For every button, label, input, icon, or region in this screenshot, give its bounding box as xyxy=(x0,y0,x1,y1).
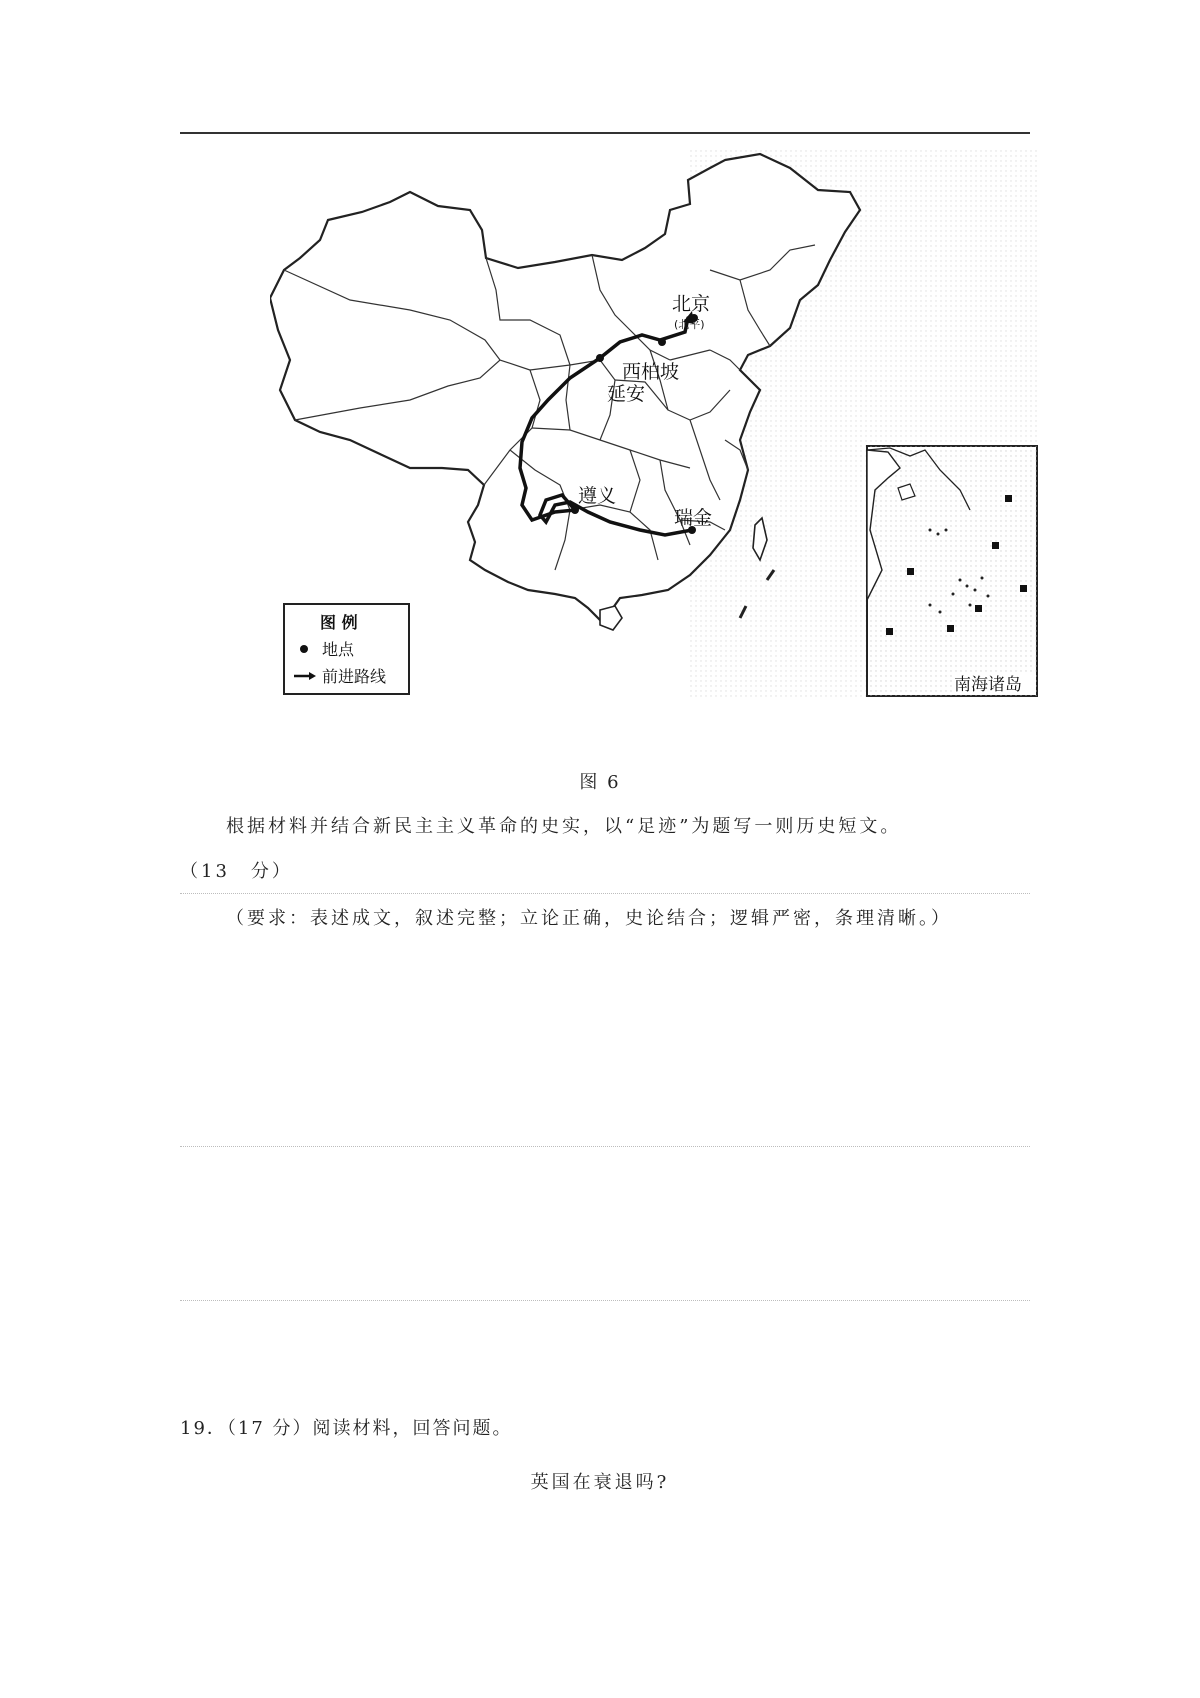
hainan-island xyxy=(600,606,622,630)
answer-line xyxy=(180,1300,1030,1301)
xibaipo-point xyxy=(658,338,666,346)
page-top-rule xyxy=(180,132,1030,134)
yanan-point xyxy=(596,354,604,362)
legend-point-label: 地点 xyxy=(322,640,355,659)
label-zunyi: 遵义 xyxy=(578,485,617,507)
label-nanhai: 南海诸岛 xyxy=(954,675,1022,695)
question18-requirement: （要求：表述成文，叙述完整；立论正确，史论结合；逻辑严密，条理清晰。） xyxy=(226,908,952,929)
answer-line xyxy=(180,893,1030,894)
question18-score: （13 分） xyxy=(180,861,293,882)
route-map xyxy=(270,150,1040,700)
label-yanan: 延安 xyxy=(607,383,646,405)
question19-subtitle: 英国在衰退吗? xyxy=(530,1472,670,1493)
label-ruijin: 瑞金 xyxy=(674,507,713,529)
south-sea-inset xyxy=(867,446,1037,696)
legend-point-icon xyxy=(300,645,308,653)
map-legend xyxy=(284,604,409,694)
question18-prompt: 根据材料并结合新民主主义革命的史实，以“足迹”为题写一则历史短文。 xyxy=(226,816,902,837)
figure-caption: 图 6 xyxy=(579,772,621,793)
zunyi-point xyxy=(571,506,579,514)
answer-line xyxy=(180,1146,1030,1147)
legend-title: 图 例 xyxy=(320,613,358,632)
label-beiping: (北平) xyxy=(674,318,705,331)
label-xibaipo: 西柏坡 xyxy=(622,361,680,383)
map-figure xyxy=(270,150,1040,700)
label-beijing: 北京 xyxy=(672,293,711,315)
question19-heading: 19．（17 分）阅读材料，回答问题。 xyxy=(180,1418,513,1439)
legend-route-label: 前进路线 xyxy=(322,667,387,686)
